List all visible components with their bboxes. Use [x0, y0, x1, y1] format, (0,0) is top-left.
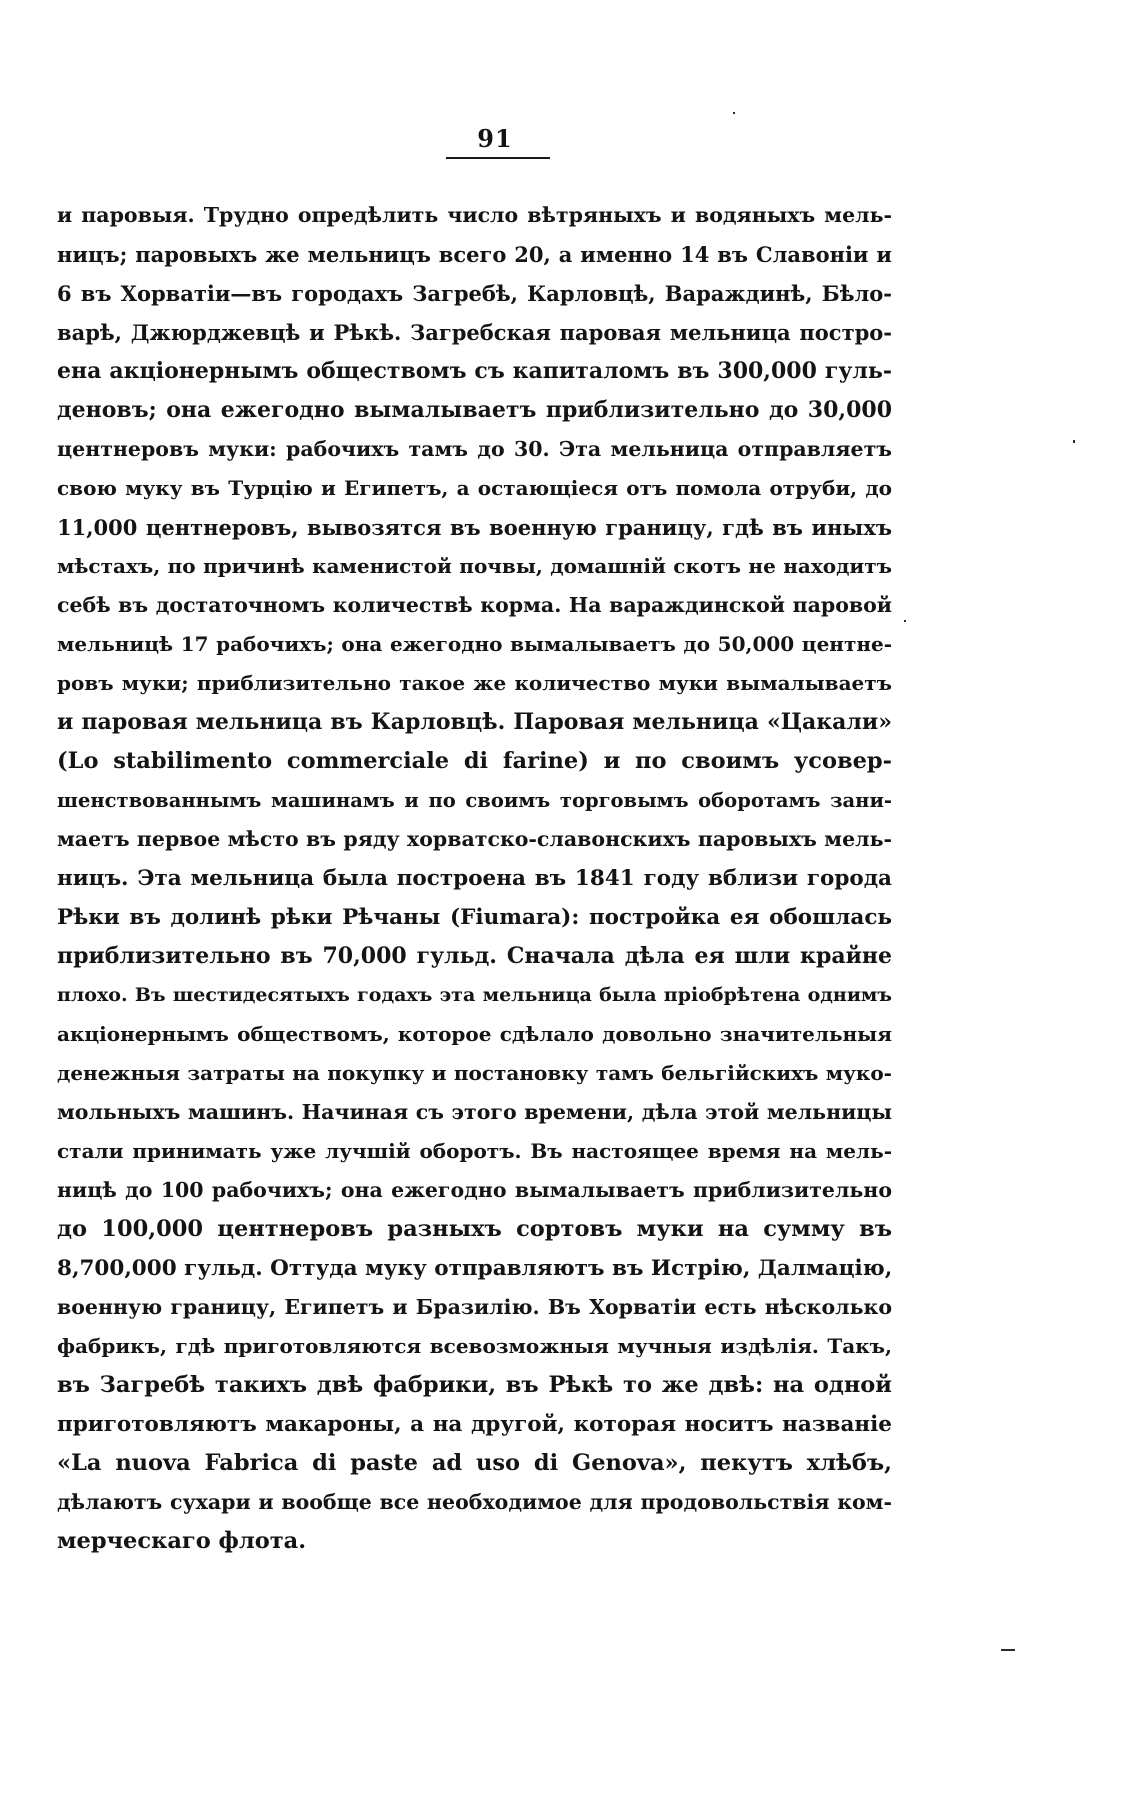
text-line: и паровыя. Трудно опредѣлить число вѣтряныхъ и водяныхъ мель-: [57, 203, 892, 227]
text-line: мѣстахъ, по причинѣ каменистой почвы, домашній скотъ не находитъ: [57, 554, 892, 578]
scan-speck: [733, 112, 735, 114]
text-line: центнеровъ муки: рабочихъ тамъ до 30. Эта мельница отправляетъ: [57, 437, 892, 461]
text-line: акціонернымъ обществомъ, которое сдѣлало довольно значительныя: [57, 1022, 892, 1046]
text-line: фабрикъ, гдѣ приготовляются всевозможныя мучныя издѣлія. Такъ,: [57, 1334, 892, 1358]
text-line: свою муку въ Турцію и Египетъ, а остающіеся отъ помола отруби, до: [57, 476, 892, 500]
text-line: дѣлаютъ сухари и вообще все необходимое для продовольствія ком-: [57, 1490, 892, 1514]
scan-speck: [904, 620, 906, 622]
page-number: 91: [477, 124, 513, 153]
text-line: Рѣки въ долинѣ рѣки Рѣчаны (Fiumara): постройка ея обошлась: [57, 905, 892, 930]
text-line: плохо. Въ шестидесятыхъ годахъ эта мельница была пріобрѣтена однимъ: [57, 984, 892, 1006]
text-line: деновъ; она ежегодно вымалываетъ приблизительно до 30,000: [57, 397, 892, 423]
text-line: ницъ. Эта мельница была построена въ 1841 году вблизи города: [57, 866, 892, 891]
text-line: себѣ въ достаточномъ количествѣ корма. На вараждинской паровой: [57, 593, 892, 617]
text-line: приблизительно въ 70,000 гульд. Сначала дѣла ея шли крайне: [57, 943, 892, 969]
body-text: [57, 196, 892, 1561]
text-line: мерческаго флота.: [57, 1528, 307, 1554]
text-line: 6 въ Хорватіи—въ городахъ Загребѣ, Карловцѣ, Вараждинѣ, Бѣло-: [57, 281, 892, 306]
text-line: шенствованнымъ машинамъ и по своимъ торговымъ оборотамъ зани-: [57, 789, 892, 812]
text-line: стали принимать уже лучшій оборотъ. Въ настоящее время на мель-: [57, 1139, 892, 1163]
text-line: ровъ муки; приблизительно такое же количество муки вымалываетъ: [57, 671, 892, 695]
text-line: 8,700,000 гульд. Оттуда муку отправляютъ въ Истрію, Далмацію,: [57, 1256, 892, 1281]
text-line: ена акціонернымъ обществомъ съ капиталомъ въ 300,000 гуль-: [57, 358, 892, 384]
text-line: до 100,000 центнеровъ разныхъ сортовъ муки на сумму въ: [57, 1216, 892, 1242]
text-line: приготовляютъ макароны, а на другой, которая носитъ названіе: [57, 1412, 892, 1437]
text-line: мольныхъ машинъ. Начиная съ этого времени, дѣла этой мельницы: [57, 1100, 892, 1124]
header-rule: [446, 157, 550, 159]
text-line: варѣ, Джюрджевцѣ и Рѣкѣ. Загребская паровая мельница постро-: [57, 320, 892, 345]
scan-speck: [1073, 440, 1075, 443]
text-line: «La nuova Fabrica di paste ad uso di Genova», пекутъ хлѣбъ,: [57, 1450, 892, 1476]
text-line: ницѣ до 100 рабочихъ; она ежегодно вымалываетъ приблизительно: [57, 1178, 892, 1202]
text-line: и паровая мельница въ Карловцѣ. Паровая мельница «Цакали»: [57, 709, 892, 735]
text-line: мельницѣ 17 рабочихъ; она ежегодно вымалываетъ до 50,000 центне-: [57, 632, 892, 656]
text-line: 11,000 центнеровъ, вывозятся въ военную границу, гдѣ въ иныхъ: [57, 515, 892, 540]
text-line: маетъ первое мѣсто въ ряду хорватско-славонскихъ паровыхъ мель-: [57, 827, 892, 851]
text-line: (Lo stabilimento commerciale di farine) и по своимъ усовер-: [57, 748, 892, 774]
text-line: ницъ; паровыхъ же мельницъ всего 20, а именно 14 въ Славоніи и: [57, 242, 892, 267]
text-line: въ Загребѣ такихъ двѣ фабрики, въ Рѣкѣ то же двѣ: на одной: [57, 1372, 892, 1398]
text-line: денежныя затраты на покупку и постановку тамъ бельгійскихъ муко-: [57, 1061, 892, 1085]
scan-speck: [1001, 1649, 1015, 1651]
text-line: военную границу, Египетъ и Бразилію. Въ Хорватіи есть нѣсколько: [57, 1295, 892, 1319]
